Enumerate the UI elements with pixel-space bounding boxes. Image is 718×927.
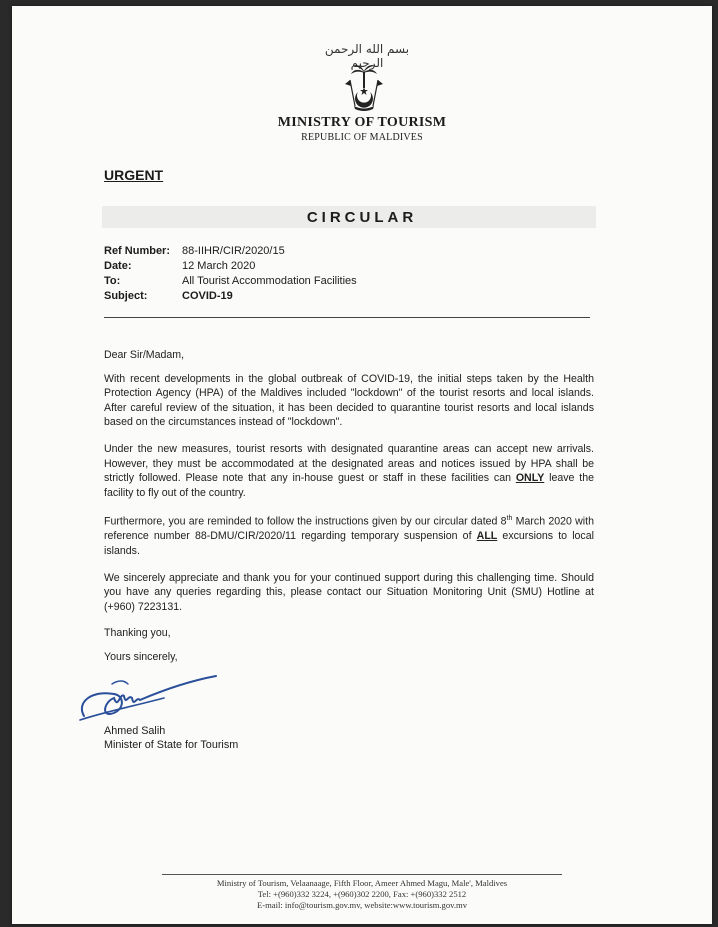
circular-heading: CIRCULAR: [306, 209, 418, 226]
subject-value: COVID-19: [182, 290, 233, 302]
circular-document: [12, 6, 712, 924]
paragraph-3-text-c: excursions to local islands.: [104, 530, 594, 558]
ministry-title: MINISTRY OF TOURISM: [277, 115, 447, 130]
paragraph-2-text-b: leave the facility to fly out of the country.: [104, 472, 594, 499]
paragraph-2-text-a: Under the new measures, tourist resorts with designated quarantine areas can accept new arrivals. However, they must be accommodated at the designated areas and notices issued by HPA shall be strictly followed. Please note that any in-house guest or staff in these facilities can: [104, 442, 594, 485]
header-divider: [104, 317, 590, 318]
date-value: 12 March 2020: [182, 260, 256, 272]
signer-name: Ahmed Salih: [104, 725, 166, 737]
paragraph-4: We sincerely appreciate and thank you for your continued support during this challenging time. Should you have any queries regarding this, please contact our Situation Monitoring Unit (SMU) Hotline at (+960) 7223131.: [104, 571, 594, 613]
circular-meta: [104, 244, 357, 304]
republic-subtitle: REPUBLIC OF MALDIVES: [301, 132, 423, 143]
paragraph-2: [104, 442, 594, 500]
urgent-label: URGENT: [104, 167, 164, 183]
date-label: Date:: [104, 260, 132, 272]
meta-ref-row: [104, 244, 357, 259]
footer-phone: Tel: +(960)332 3224, +(960)302 2200, Fax: +(960)332 2512: [257, 889, 467, 899]
ordinal-suffix: th: [506, 515, 513, 523]
paragraph-3-text-b: March 2020 with reference number 88-DMU/CIR/2020/11 regarding temporary suspension of: [104, 515, 594, 543]
maldives-emblem-icon: [342, 62, 386, 112]
subject-label: Subject:: [104, 290, 148, 302]
footer-divider: [162, 874, 562, 875]
signer-block: [104, 724, 238, 752]
footer: [12, 878, 712, 911]
paragraph-3: [104, 512, 594, 558]
ref-value: 88-IIHR/CIR/2020/15: [182, 245, 285, 257]
signer-title: Minister of State for Tourism: [104, 739, 239, 751]
meta-date-row: [104, 259, 357, 274]
footer-address: Ministry of Tourism, Velaanaage, Fifth Floor, Ameer Ahmed Magu, Male', Maldives: [216, 878, 508, 888]
to-label: To:: [104, 275, 121, 287]
arabic-basmala: بسم الله الرحمن الرحيم: [324, 42, 410, 70]
footer-contact: E-mail: info@tourism.gov.mv, website:www.tourism.gov.mv: [256, 900, 467, 910]
ref-label: Ref Number:: [104, 245, 171, 257]
thanking-line: Thanking you,: [104, 627, 171, 640]
letter-body: [104, 348, 594, 674]
meta-to-row: [104, 274, 357, 289]
meta-subject-row: [104, 289, 357, 304]
all-emphasis: ALL: [476, 530, 498, 543]
salutation: Dear Sir/Madam,: [104, 349, 185, 361]
paragraph-1: With recent developments in the global outbreak of COVID-19, the initial steps taken by the Health Protection Agency (HPA) of the Maldives included "lockdown" of the tourist resorts and local islands. After careful review of the situation, it has been decided to quarantine tourist resorts and local islands based on the circumstances instead of "lockdown".: [104, 372, 594, 429]
yours-sincerely: Yours sincerely,: [104, 651, 178, 664]
paragraph-3-text-a: Furthermore, you are reminded to follow the instructions given by our circular dated 8: [104, 515, 507, 528]
to-value: All Tourist Accommodation Facilities: [182, 275, 357, 287]
only-emphasis: ONLY: [515, 472, 545, 485]
